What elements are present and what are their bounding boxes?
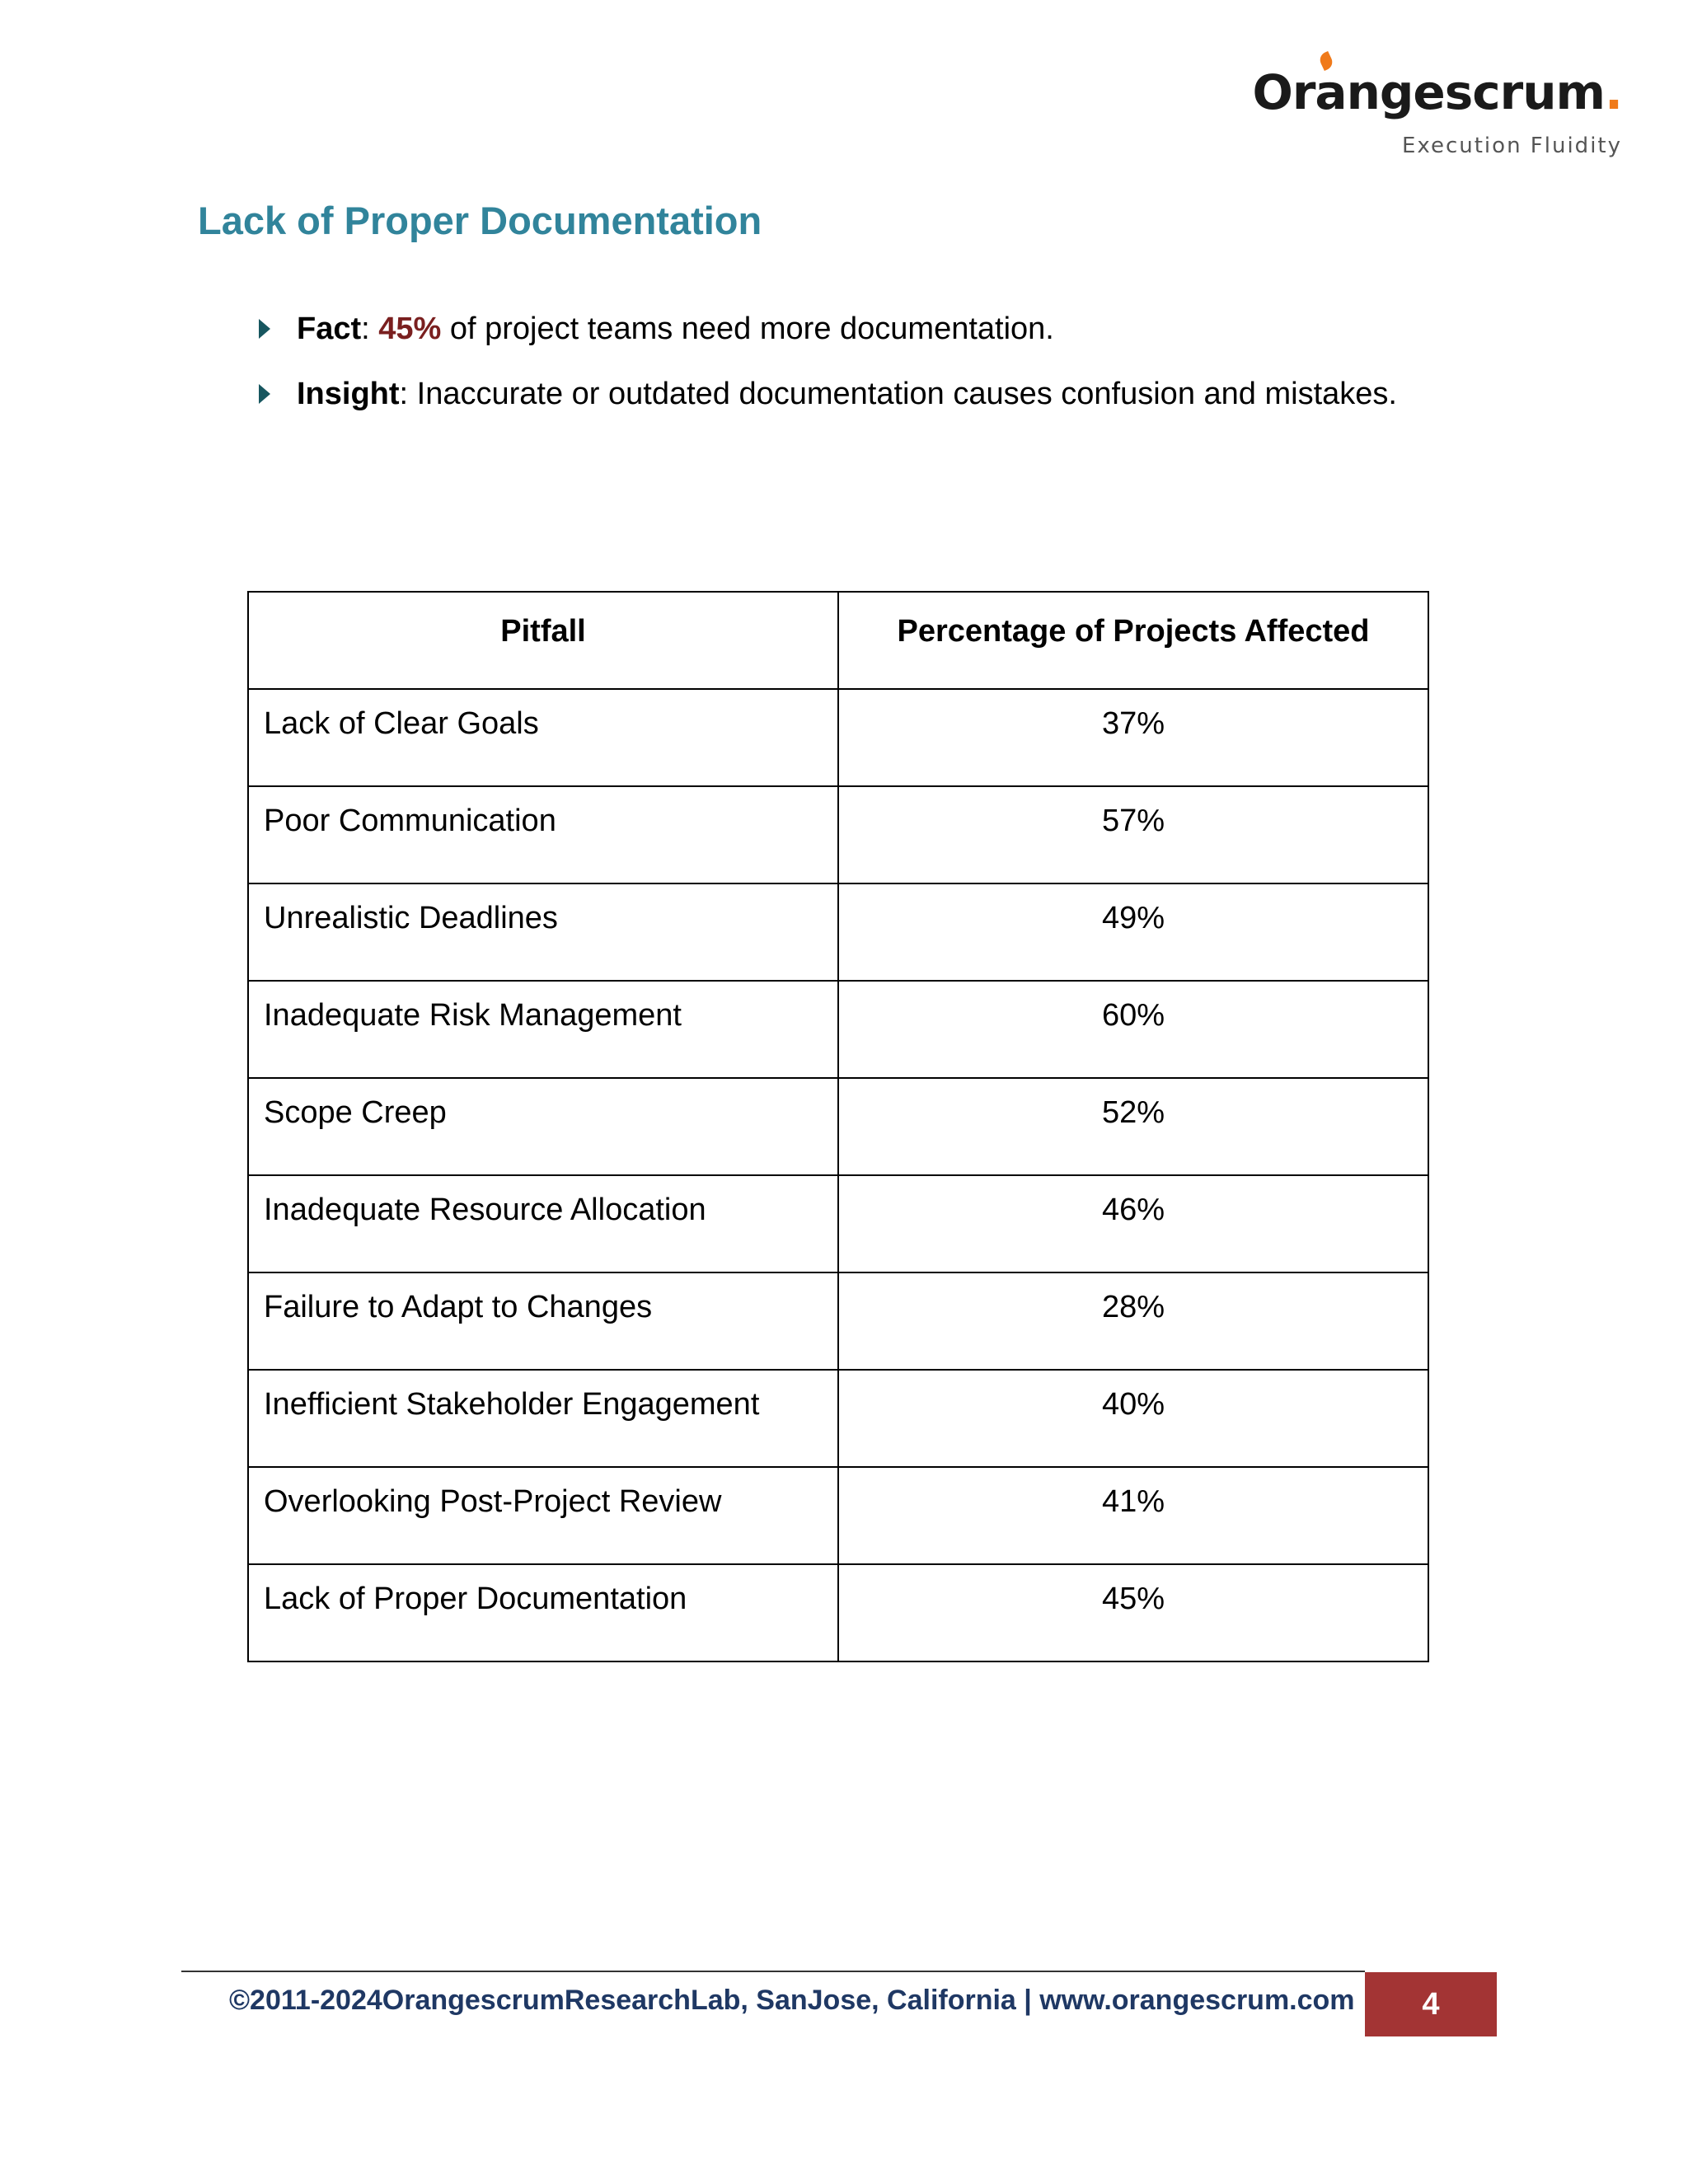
percentage-cell: 46% (838, 1175, 1428, 1272)
percentage-cell: 52% (838, 1078, 1428, 1175)
bullet-text: of project teams need more documentation. (441, 312, 1054, 346)
pitfall-cell: Failure to Adapt to Changes (248, 1272, 838, 1370)
page-heading: Lack of Proper Documentation (198, 199, 762, 242)
pitfall-table (247, 591, 1429, 1662)
footer-copyright: ©2011-2024OrangescrumResearchLab, SanJose, California | www.orangescrum.com (229, 1985, 1355, 2016)
bullet-list (256, 307, 1397, 437)
table-header-row (248, 592, 1428, 689)
percentage-cell: 60% (838, 981, 1428, 1078)
logo-dot: . (1604, 64, 1622, 120)
table-row (248, 1175, 1428, 1272)
table-row (248, 1467, 1428, 1564)
bullet-separator: : (361, 312, 370, 346)
pitfall-cell: Unrealistic Deadlines (248, 883, 838, 981)
table-row (248, 883, 1428, 981)
pitfall-cell: Inefficient Stakeholder Engagement (248, 1370, 838, 1467)
pitfall-cell: Inadequate Risk Management (248, 981, 838, 1078)
percentage-cell: 28% (838, 1272, 1428, 1370)
pitfall-cell: Poor Communication (248, 786, 838, 883)
table-row (248, 786, 1428, 883)
percentage-cell: 57% (838, 786, 1428, 883)
table-row (248, 689, 1428, 786)
bullet-text: Inaccurate or outdated documentation causes confusion and mistakes. (408, 377, 1397, 411)
fact-percentage: 45% (378, 312, 442, 346)
header-pitfall: Pitfall (248, 592, 838, 689)
logo-wordmark-text: Orangescrum (1252, 64, 1605, 120)
bullet-separator: : (399, 377, 409, 411)
pitfall-cell: Lack of Clear Goals (248, 689, 838, 786)
table-row (248, 1272, 1428, 1370)
bullet-insight (256, 372, 1397, 416)
table-row (248, 1078, 1428, 1175)
pitfall-cell: Inadequate Resource Allocation (248, 1175, 838, 1272)
table-row (248, 1370, 1428, 1467)
percentage-cell: 45% (838, 1564, 1428, 1661)
percentage-cell: 49% (838, 883, 1428, 981)
pitfall-cell: Overlooking Post-Project Review (248, 1467, 838, 1564)
bullet-label: Insight (297, 377, 400, 411)
footer-divider (181, 1971, 1365, 1972)
percentage-cell: 37% (838, 689, 1428, 786)
orangescrum-logo (1252, 64, 1622, 163)
percentage-cell: 41% (838, 1467, 1428, 1564)
pitfall-cell: Scope Creep (248, 1078, 838, 1175)
header-percentage: Percentage of Projects Affected (838, 592, 1428, 689)
bullet-label: Fact (297, 312, 362, 346)
percentage-cell: 40% (838, 1370, 1428, 1467)
logo-tagline: Execution Fluidity (1401, 134, 1622, 158)
triangle-bullet-icon (259, 319, 270, 339)
table-row (248, 981, 1428, 1078)
logo-wordmark (1253, 64, 1622, 120)
page-number-badge: 4 (1365, 1972, 1497, 2036)
bullet-fact (256, 307, 1397, 351)
pitfall-cell: Lack of Proper Documentation (248, 1564, 838, 1661)
triangle-bullet-icon (259, 384, 270, 404)
table-row (248, 1564, 1428, 1661)
